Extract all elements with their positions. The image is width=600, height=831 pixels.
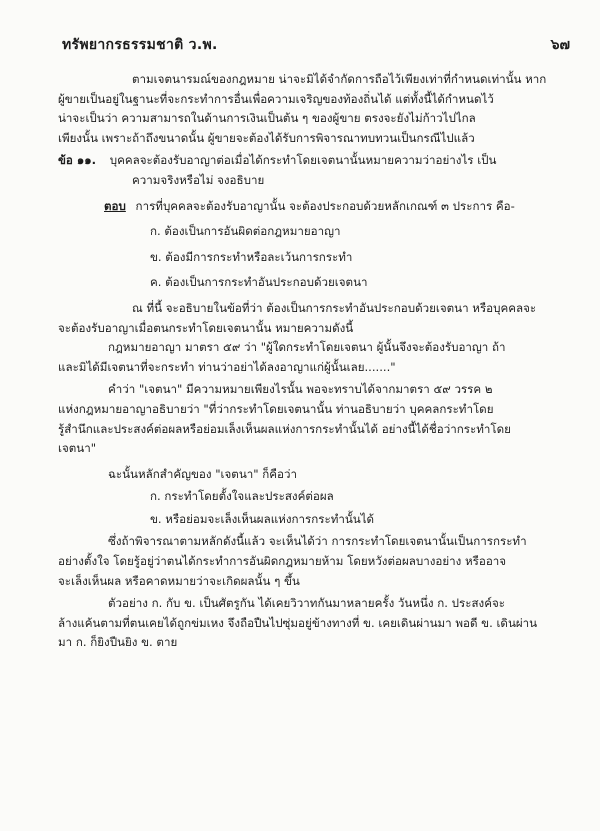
text-line: ฉะนั้นหลักสำคัญของ "เจตนา" ก็คือว่า (108, 466, 298, 481)
text-line: และมิได้มีเจตนาที่จะกระทำ ท่านว่าอย่าได้ลงอาญาแก่ผู้นั้นเลย......." (58, 359, 396, 374)
page-header (0, 34, 600, 56)
answer-intro: การที่บุคคลจะต้องรับอาญานั้น จะต้องประกอบด้วยหลักเกณฑ์ ๓ ประการ คือ- (135, 198, 515, 213)
answer-block (58, 197, 578, 293)
principle-item: ก. กระทำโดยตั้งใจและประสงค์ต่อผล (150, 489, 334, 504)
principle-item: ข. หรือย่อมจะเล็งเห็นผลแห่งการกระทำนั้นได้ (150, 511, 375, 526)
text-line: เพียงนั้น เพราะถ้าถึงขนาดนั้น ผู้ขายจะต้องได้รับการพิจารณาทบทวนเป็นกรณีไปแล้ว (58, 130, 475, 145)
text-line: ซึ่งถ้าพิจารณาตามหลักดังนี้แล้ว จะเห็นได้ว่า การกระทำโดยเจตนานั้นเป็นการกระทำ (108, 534, 527, 549)
paragraph-2 (58, 299, 578, 377)
text-line: กฎหมายอาญา มาตรา ๕๙ ว่า "ผู้ใดกระทำโดยเจตนา ผู้นั้นจึงจะต้องรับอาญา ถ้า (108, 340, 506, 355)
page-number: ๖๗ (550, 37, 570, 53)
paragraph-1 (58, 70, 578, 148)
question-label: ข้อ ๑๑. (58, 153, 97, 168)
text-line: จะต้องรับอาญาเมื่อตนกระทำโดยเจตนานั้น หมายความดังนี้ (58, 320, 354, 335)
text-line: ล้างแค้นตามที่ตนเคยได้ถูกข่มเหง จึงถือปืนไปซุ่มอยู่ข้างทางที่ ข. เคยเดินผ่านมา พอดี ข. เดินผ่าน (58, 615, 538, 630)
text-line: น่าจะเป็นว่า ความสามารถในด้านการเงินเป็นต้น ๆ ของผู้ขาย ตรงจะยังไม่ก้าวไปไกล (58, 111, 476, 126)
criteria-item: ค. ต้องเป็นการกระทำอันประกอบด้วยเจตนา (150, 275, 368, 290)
text-line: รู้สำนึกและประสงค์ต่อผลหรือย่อมเล็งเห็นผลแห่งการกระทำนั้นได้ อย่างนี้ได้ชื่อว่ากระทำโดย (58, 421, 511, 436)
text-line: มา ก. ก็ยิงปืนยิง ข. ตาย (58, 635, 178, 650)
answer-label: ตอบ (104, 198, 126, 213)
text-line: อย่างตั้งใจ โดยรู้อยู่ว่าตนได้กระทำการอันผิดกฎหมายห้าม โดยหวังต่อผลบางอย่าง หรืออาจ (58, 554, 507, 569)
question-text: บุคคลจะต้องรับอาญาต่อเมื่อได้กระทำโดยเจตนานั้นหมายความว่าอย่างไร เป็น (109, 153, 497, 168)
question-11 (58, 151, 578, 190)
text-line: ผู้ขายเป็นอยู่ในฐานะที่จะกระทำการอื่นเพื่อความเจริญของท้องถิ่นได้ แต่ทั้งนี้ได้กำหนดไว้ (58, 91, 494, 106)
text-line: คำว่า "เจตนา" มีความหมายเพียงไรนั้น พอจะทราบได้จากมาตรา ๕๙ วรรค ๒ (108, 382, 493, 397)
paragraph-4 (58, 465, 578, 530)
text-line: ตามเจตนารมณ์ของกฎหมาย น่าจะมิได้จำกัดการถือไว้เพียงเท่าที่กำหนดเท่านั้น หาก (132, 72, 547, 86)
paragraph-3 (58, 380, 578, 458)
text-line: เจตนา" (58, 441, 97, 456)
criteria-item: ก. ต้องเป็นการอันผิดต่อกฎหมายอาญา (150, 224, 341, 239)
paragraph-5 (58, 532, 578, 591)
text-line: ตัวอย่าง ก. กับ ข. เป็นศัตรูกัน ได้เคยวิวาทกันมาหลายครั้ง วันหนึ่ง ก. ประสงค์จะ (108, 596, 505, 611)
text-line: แห่งกฎหมายอาญาอธิบายว่า "ที่ว่ากระทำโดยเจตนานั้น ท่านอธิบายว่า บุคคลกระทำโดย (58, 401, 494, 416)
body-text (58, 70, 578, 653)
text-line: จะเล็งเห็นผล หรือคาดหมายว่าจะเกิดผลนั้น ๆ ขึ้น (58, 573, 300, 588)
running-title: ทรัพยากรธรรมชาติ ว.พ. (62, 37, 218, 53)
criteria-item: ข. ต้องมีการกระทำหรือละเว้นการกระทำ (150, 249, 353, 264)
question-text: ความจริงหรือไม่ จงอธิบาย (132, 172, 265, 187)
paragraph-6-example (58, 594, 578, 653)
text-line: ณ ที่นี้ จะอธิบายในข้อที่ว่า ต้องเป็นการกระทำอันประกอบด้วยเจตนา หรือบุคคลจะ (132, 300, 537, 315)
